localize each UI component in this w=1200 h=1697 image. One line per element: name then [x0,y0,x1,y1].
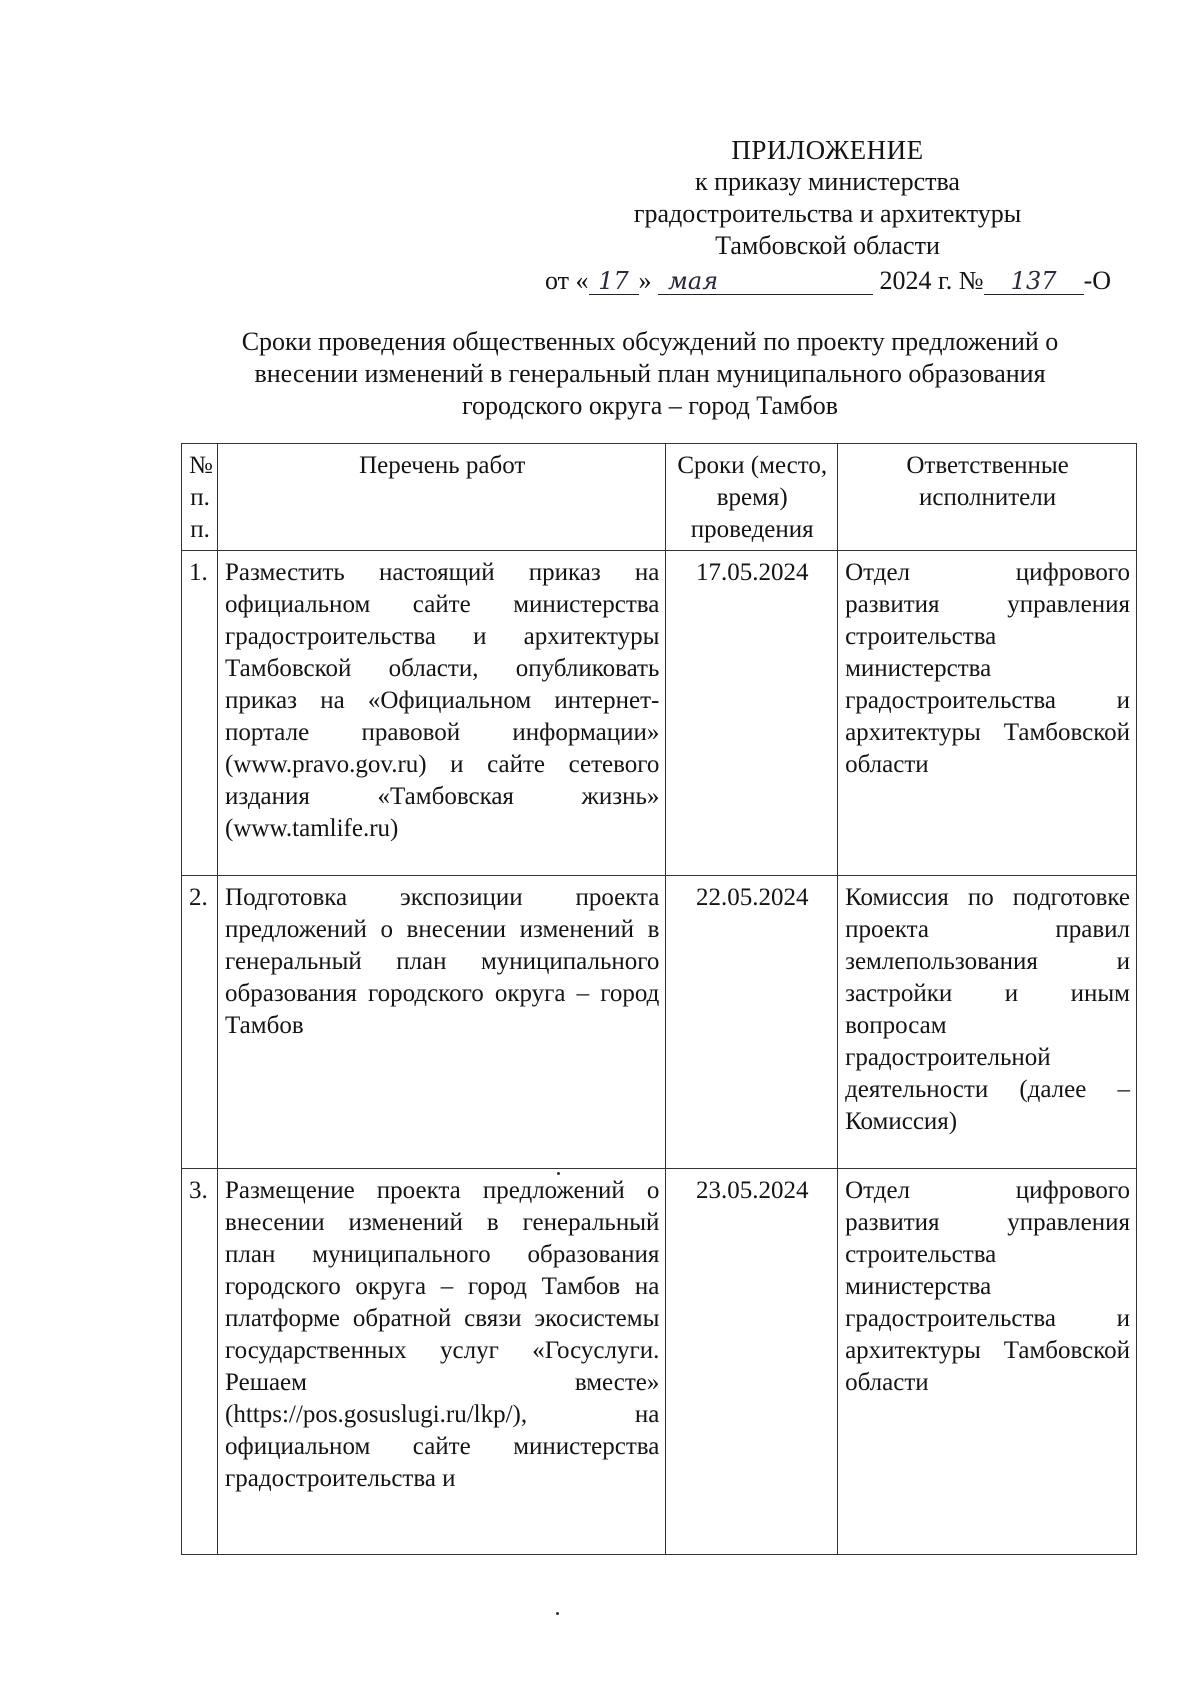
table-row [182,876,1137,1169]
row-date: 23.05.2024 [666,1169,838,1555]
title-line: городского округа – город Тамбов [461,391,839,420]
row-responsible: Комиссия по подготовке проекта правил землепользования и застройки и иным вопросам градостроительной деятельности (далее – Комиссия) [838,876,1137,1169]
works-table [181,443,1137,1555]
header-deadline: Сроки (место, время) проведения [666,444,838,551]
row-work: Размещение проекта предложений о внесении изменений в генеральный план муниципального образования городского округа – город Тамбов на платформе обратной связи экосистемы государственных услуг «Госуслуги. Решаем вместе» (https://pos.gosuslugi.ru/lkp/), на официальном сайте министерства градостроительства и [218,1169,666,1555]
row-responsible: Отдел цифрового развития управления строительства министерства градостроительства и архитектуры Тамбовской области [838,551,1137,876]
date-prefix: от « [545,266,589,295]
title-line: Сроки проведения общественных обсуждений по проекту предложений о [241,327,1059,356]
handwritten-order-number: 137 [984,268,1084,295]
table-row [182,551,1137,876]
row-responsible: Отдел цифрового развития управления строительства министерства градостроительства и архитектуры Тамбовской области [838,1169,1137,1555]
header-work-list: Перечень работ [218,444,666,551]
table-header-row [182,444,1137,551]
row-number: 1. [182,551,218,876]
header-responsible: Ответственные исполнители [838,444,1137,551]
appendix-line: к приказу министерства [695,167,960,196]
scan-speck [557,1172,560,1175]
scan-speck [556,1612,559,1615]
order-number-suffix: -О [1083,266,1112,295]
order-date-line [545,265,1145,297]
row-number: 3. [182,1169,218,1555]
row-date: 17.05.2024 [666,551,838,876]
table-row [182,1169,1137,1555]
appendix-block [545,134,1110,262]
date-day-suffix: » [638,266,652,295]
header-number: № п. п. [182,444,218,551]
handwritten-day: 17 [589,268,639,295]
appendix-line: Тамбовской области [715,231,940,260]
year-number-label: 2024 г. № [879,266,984,295]
row-number: 2. [182,876,218,1169]
row-work: Разместить настоящий приказ на официальном сайте министерства градостроительства и архитектуры Тамбовской области, опубликовать приказ на «Официальном интернет-портале правовой информации» (www.pravo.gov.ru) и сайте сетевого издания «Тамбовская жизнь» (www.tamlife.ru) [218,551,666,876]
appendix-line: градостроительства и архитектуры [633,199,1022,228]
appendix-title: ПРИЛОЖЕНИЕ [731,135,924,165]
row-date: 22.05.2024 [666,876,838,1169]
title-line: внесении изменений в генеральный план муниципального образования [254,359,1046,388]
row-work: Подготовка экспозиции проекта предложений о внесении изменений в генеральный план муниципального образования городского округа – город Тамбов [218,876,666,1169]
document-title [190,326,1110,422]
handwritten-month: мая [658,268,873,295]
